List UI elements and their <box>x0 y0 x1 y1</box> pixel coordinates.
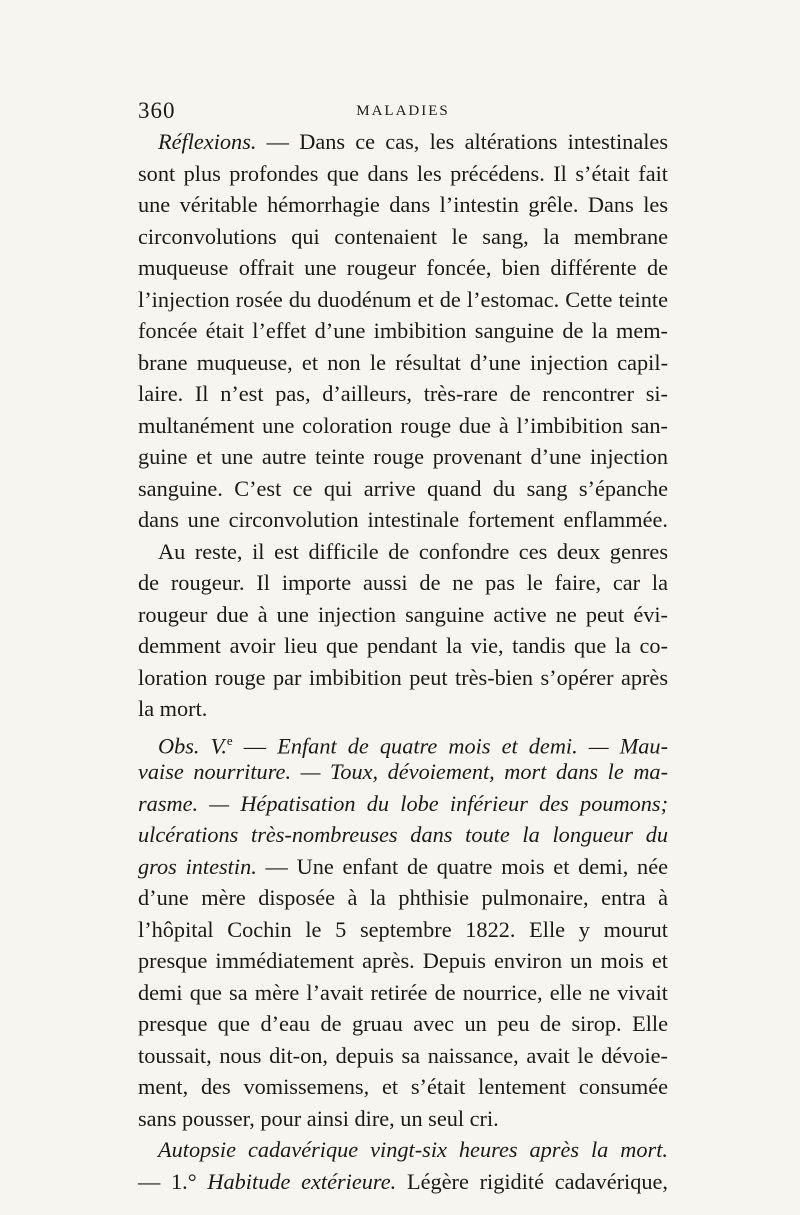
text-segment: foncée était l’effet d’une imbibition sanguine de la mem- <box>138 318 668 343</box>
text-line <box>138 158 668 190</box>
text-line <box>138 441 668 473</box>
text-line <box>138 315 668 347</box>
text-segment: toussait, nous dit-on, depuis sa naissance, avait le dévoie- <box>138 1042 668 1068</box>
text-segment: sont plus profondes que dans les précédens. Il s’était fait <box>138 160 668 186</box>
text-segment: dans une circonvolution intestinale fortement enflammée. <box>138 507 668 532</box>
text-segment: — 1.° <box>138 1168 208 1194</box>
italic-text: gros intestin. <box>138 853 257 879</box>
superscript: e <box>226 732 233 748</box>
text-line <box>138 347 668 379</box>
text-line <box>138 189 668 221</box>
text-segment: l’hôpital Cochin le 5 septembre 1822. Elle y mourut <box>138 916 668 942</box>
italic-text: ulcérations très-nombreuses dans toute la longueur du <box>138 822 668 847</box>
text-segment: la mort. <box>138 696 208 721</box>
italic-text: vaise nourriture. — Toux, dévoiement, mort dans le ma- <box>138 759 668 784</box>
text-line <box>138 1166 668 1198</box>
text-segment: d’une mère disposée à la phthisie pulmonaire, entra à <box>138 885 668 910</box>
italic-text: Autopsie cadavérique vingt-six heures après la mort. <box>158 1137 668 1162</box>
text-line <box>138 504 668 536</box>
text-segment: multanément une coloration rouge due à l’imbibition san- <box>138 412 668 438</box>
text-segment: guine et une autre teinte rouge provenant d’une injection <box>138 444 668 469</box>
text-line <box>138 914 668 946</box>
text-line <box>138 1103 668 1135</box>
text-line <box>138 788 668 820</box>
text-line <box>138 693 668 725</box>
text-line <box>138 882 668 914</box>
text-line <box>138 1134 668 1166</box>
text-line <box>138 221 668 253</box>
text-segment: loration rouge par imbibition peut très-bien s’opérer après <box>138 664 668 690</box>
italic-text: Obs. V. <box>158 732 227 758</box>
text-line <box>138 599 668 631</box>
italic-text: Habitude extérieure. <box>207 1168 397 1194</box>
text-segment: — Une enfant de quatre mois et demi, née <box>256 853 668 879</box>
text-segment: demment avoir lieu que pendant la vie, tandis que la co- <box>138 633 668 658</box>
running-head <box>138 98 668 128</box>
text-segment: brane muqueuse, et non le résultat d’une injection capil- <box>138 349 668 375</box>
text-segment: sans pousser, pour ainsi dire, un seul cri. <box>138 1105 499 1131</box>
text-segment: presque immédiatement après. Depuis environ un mois et <box>138 948 668 973</box>
text-segment: — <box>232 732 278 758</box>
italic-text: Enfant de quatre mois et demi. — Mau- <box>277 732 669 758</box>
text-segment: — Dans ce cas, les altérations intestinales <box>256 129 668 154</box>
text-segment: sanguine. C’est ce qui arrive quand du sang s’épanche <box>138 475 668 501</box>
text-segment: ment, des vomissemens, et s’était lentement consumée <box>138 1074 668 1099</box>
body-text <box>138 126 668 1197</box>
text-line <box>138 630 668 662</box>
text-segment: de rougeur. Il importe aussi de ne pas le faire, car la <box>138 570 668 595</box>
text-line <box>138 284 668 316</box>
text-segment: l’injection rosée du duodénum et de l’estomac. Cette teinte <box>138 286 668 312</box>
text-segment: Légère rigidité cadavérique, <box>396 1168 668 1194</box>
text-line <box>138 977 668 1009</box>
text-segment: laire. Il n’est pas, d’ailleurs, très-rare de rencontrer si- <box>138 381 668 406</box>
text-line <box>138 252 668 284</box>
text-line <box>138 1008 668 1040</box>
text-line <box>138 410 668 442</box>
text-line <box>138 473 668 505</box>
text-segment: une véritable hémorrhagie dans l’intestin grêle. Dans les <box>138 192 668 217</box>
text-segment: rougeur due à une injection sanguine active ne peut évi- <box>138 601 668 627</box>
text-line <box>138 567 668 599</box>
text-line <box>138 1040 668 1072</box>
text-segment: demi que sa mère l’avait retirée de nourrice, elle ne vivait <box>138 979 668 1005</box>
text-line <box>138 378 668 410</box>
text-line <box>138 945 668 977</box>
italic-text: rasme. — Hépatisation du lobe inférieur des poumons; <box>138 790 668 816</box>
text-line <box>138 536 668 568</box>
running-title: MALADIES <box>356 103 450 119</box>
text-line <box>138 1071 668 1103</box>
text-segment: presque que d’eau de gruau avec un peu de sirop. Elle <box>138 1011 668 1036</box>
text-segment: circonvolutions qui contenaient le sang, la membrane <box>138 223 668 249</box>
page-number: 360 <box>138 98 176 123</box>
text-line <box>138 662 668 694</box>
text-line <box>138 819 668 851</box>
text-line <box>138 851 668 883</box>
text-line <box>138 756 668 788</box>
italic-text: Réflexions. <box>158 129 257 154</box>
text-line <box>138 725 668 757</box>
text-segment: muqueuse offrait une rougeur foncée, bien différente de <box>138 255 668 280</box>
text-segment: Au reste, il est difficile de confondre ces deux genres <box>158 538 668 564</box>
text-line <box>138 126 668 158</box>
